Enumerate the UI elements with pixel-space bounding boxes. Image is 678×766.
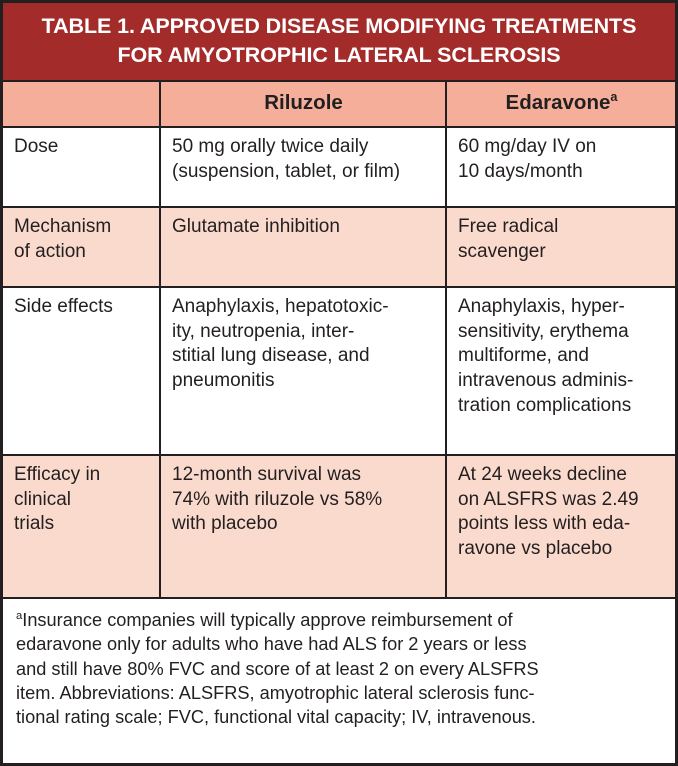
cell-efficacy-edaravone-line-2: on ALSFRS was 2.49 <box>458 488 639 510</box>
footnote-line-1 <box>16 608 662 632</box>
treatments-table <box>3 82 675 599</box>
cell-dose-riluzole <box>160 127 446 207</box>
cell-dose-edaravone-line-2: 10 days/month <box>458 160 583 182</box>
cell-side-effects-riluzole-line-1: Anaphylaxis, hepatotoxic- <box>172 295 389 317</box>
row-label-efficacy-in-clinical-trials <box>3 455 160 598</box>
cell-side-effects-edaravone-line-4: intravenous adminis- <box>458 369 634 391</box>
cell-dose-riluzole-line-1: 50 mg orally twice daily <box>172 135 369 157</box>
cell-efficacy-riluzole-line-3: with placebo <box>172 513 278 535</box>
cell-side-effects-riluzole-line-2: ity, neutropenia, inter- <box>172 320 355 342</box>
column-header-riluzole <box>160 82 446 127</box>
footnote-line-3: and still have 80% FVC and score of at least 2 on every ALSFRS <box>16 658 539 679</box>
row-label-side-effects <box>3 287 160 455</box>
footnote-marker: a <box>16 609 23 622</box>
cell-efficacy-riluzole-line-1: 12-month survival was <box>172 463 362 485</box>
cell-mechanism-edaravone <box>446 207 675 287</box>
footnote-line-2: edaravone only for adults who have had ALS for 2 years or less <box>16 634 527 655</box>
footnote-line-1-text: Insurance companies will typically approve reimbursement of <box>22 609 513 630</box>
table-title-line-1: TABLE 1. APPROVED DISEASE MODIFYING TREATMENTS <box>41 14 637 38</box>
cell-side-effects-riluzole <box>160 287 446 455</box>
table-row <box>3 207 675 287</box>
cell-efficacy-riluzole-line-2: 74% with riluzole vs 58% <box>172 488 383 510</box>
cell-side-effects-riluzole-line-3: stitial lung disease, and <box>172 345 370 367</box>
cell-side-effects-edaravone-line-2: sensitivity, erythema <box>458 320 629 342</box>
row-label-side-effects-line-1: Side effects <box>14 295 113 317</box>
cell-side-effects-riluzole-line-4: pneumonitis <box>172 369 275 391</box>
footnote-line-5: tional rating scale; FVC, functional vital capacity; IV, intravenous. <box>16 707 536 728</box>
column-header-blank <box>3 82 160 127</box>
table-row <box>3 287 675 455</box>
table-footnote <box>3 599 675 738</box>
row-label-efficacy-line-2: clinical <box>14 488 72 510</box>
cell-efficacy-edaravone-line-1: At 24 weeks decline <box>458 463 627 485</box>
column-header-edaravone-footnote-marker: a <box>610 89 618 105</box>
row-label-mechanism-line-1: Mechanism <box>14 215 112 237</box>
row-label-dose-line-1: Dose <box>14 135 59 157</box>
row-label-mechanism-of-action <box>3 207 160 287</box>
column-header-edaravone <box>446 82 675 127</box>
cell-mechanism-riluzole <box>160 207 446 287</box>
cell-mechanism-riluzole-line-1: Glutamate inhibition <box>172 215 340 237</box>
row-label-efficacy-line-3: trials <box>14 513 55 535</box>
column-header-edaravone-label: Edaravone <box>505 91 611 115</box>
cell-efficacy-edaravone-line-4: ravone vs placebo <box>458 537 613 559</box>
cell-efficacy-edaravone-line-3: points less with eda- <box>458 513 631 535</box>
table-row <box>3 127 675 207</box>
cell-dose-riluzole-line-2: (suspension, tablet, or film) <box>172 160 401 182</box>
cell-side-effects-edaravone <box>446 287 675 455</box>
row-label-dose <box>3 127 160 207</box>
cell-side-effects-edaravone-line-3: multiforme, and <box>458 345 589 367</box>
cell-dose-edaravone-line-1: 60 mg/day IV on <box>458 135 597 157</box>
cell-efficacy-edaravone <box>446 455 675 598</box>
cell-efficacy-riluzole <box>160 455 446 598</box>
cell-mechanism-edaravone-line-1: Free radical <box>458 215 559 237</box>
table-column-header-row <box>3 82 675 127</box>
row-label-efficacy-line-1: Efficacy in <box>14 463 101 485</box>
cell-dose-edaravone <box>446 127 675 207</box>
row-label-mechanism-line-2: of action <box>14 240 86 262</box>
cell-side-effects-edaravone-line-5: tration complications <box>458 394 632 416</box>
cell-side-effects-edaravone-line-1: Anaphylaxis, hyper- <box>458 295 625 317</box>
cell-mechanism-edaravone-line-2: scavenger <box>458 240 546 262</box>
column-header-riluzole-label: Riluzole <box>264 91 343 115</box>
table-title-line-2: FOR AMYOTROPHIC LATERAL SCLEROSIS <box>117 42 561 67</box>
table-title-banner <box>3 3 675 82</box>
footnote-line-4: item. Abbreviations: ALSFRS, amyotrophic lateral sclerosis func- <box>16 683 535 703</box>
table-row <box>3 455 675 598</box>
